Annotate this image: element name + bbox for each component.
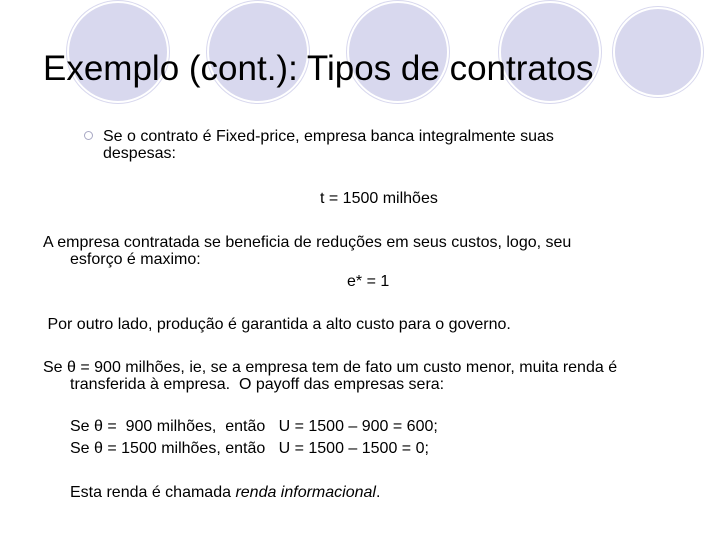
slide-title: Exemplo (cont.): Tipos de contratos [43,49,594,88]
paragraph-effort-line-2: esforço é maximo: [70,251,201,268]
paragraph-rent [43,359,617,393]
bullet-text-line-1: Se o contrato é Fixed-price, empresa banca integralmente suas [103,128,554,145]
paragraph-effort-line-1: A empresa contratada se beneficia de reduções em seus custos, logo, seu [43,234,572,251]
case-theta-900: Se θ = 900 milhões, então U = 1500 – 900 = 600; [70,418,438,435]
closing-sentence [70,484,380,501]
bullet-text-line-2: despesas: [103,145,176,162]
paragraph-effort [43,234,571,268]
equation-e: e* = 1 [347,273,390,290]
closing-emphasis: renda informacional [235,484,376,501]
paragraph-cost: Por outro lado, produção é garantida a alto custo para o governo. [43,316,511,333]
paragraph-rent-line-2: transferida à empresa. O payoff das empresas sera: [70,376,445,393]
bullet-text [103,128,554,162]
case-theta-1500: Se θ = 1500 milhões, então U = 1500 – 1500 = 0; [70,440,429,457]
circle-5 [612,6,704,98]
bullet-circle-icon [84,131,93,140]
paragraph-rent-line-1: Se θ = 900 milhões, ie, se a empresa tem de fato um custo menor, muita renda é [43,359,618,376]
closing-suffix: . [375,484,381,501]
closing-prefix: Esta renda é chamada [70,484,236,501]
equation-t: t = 1500 milhões [320,190,438,207]
